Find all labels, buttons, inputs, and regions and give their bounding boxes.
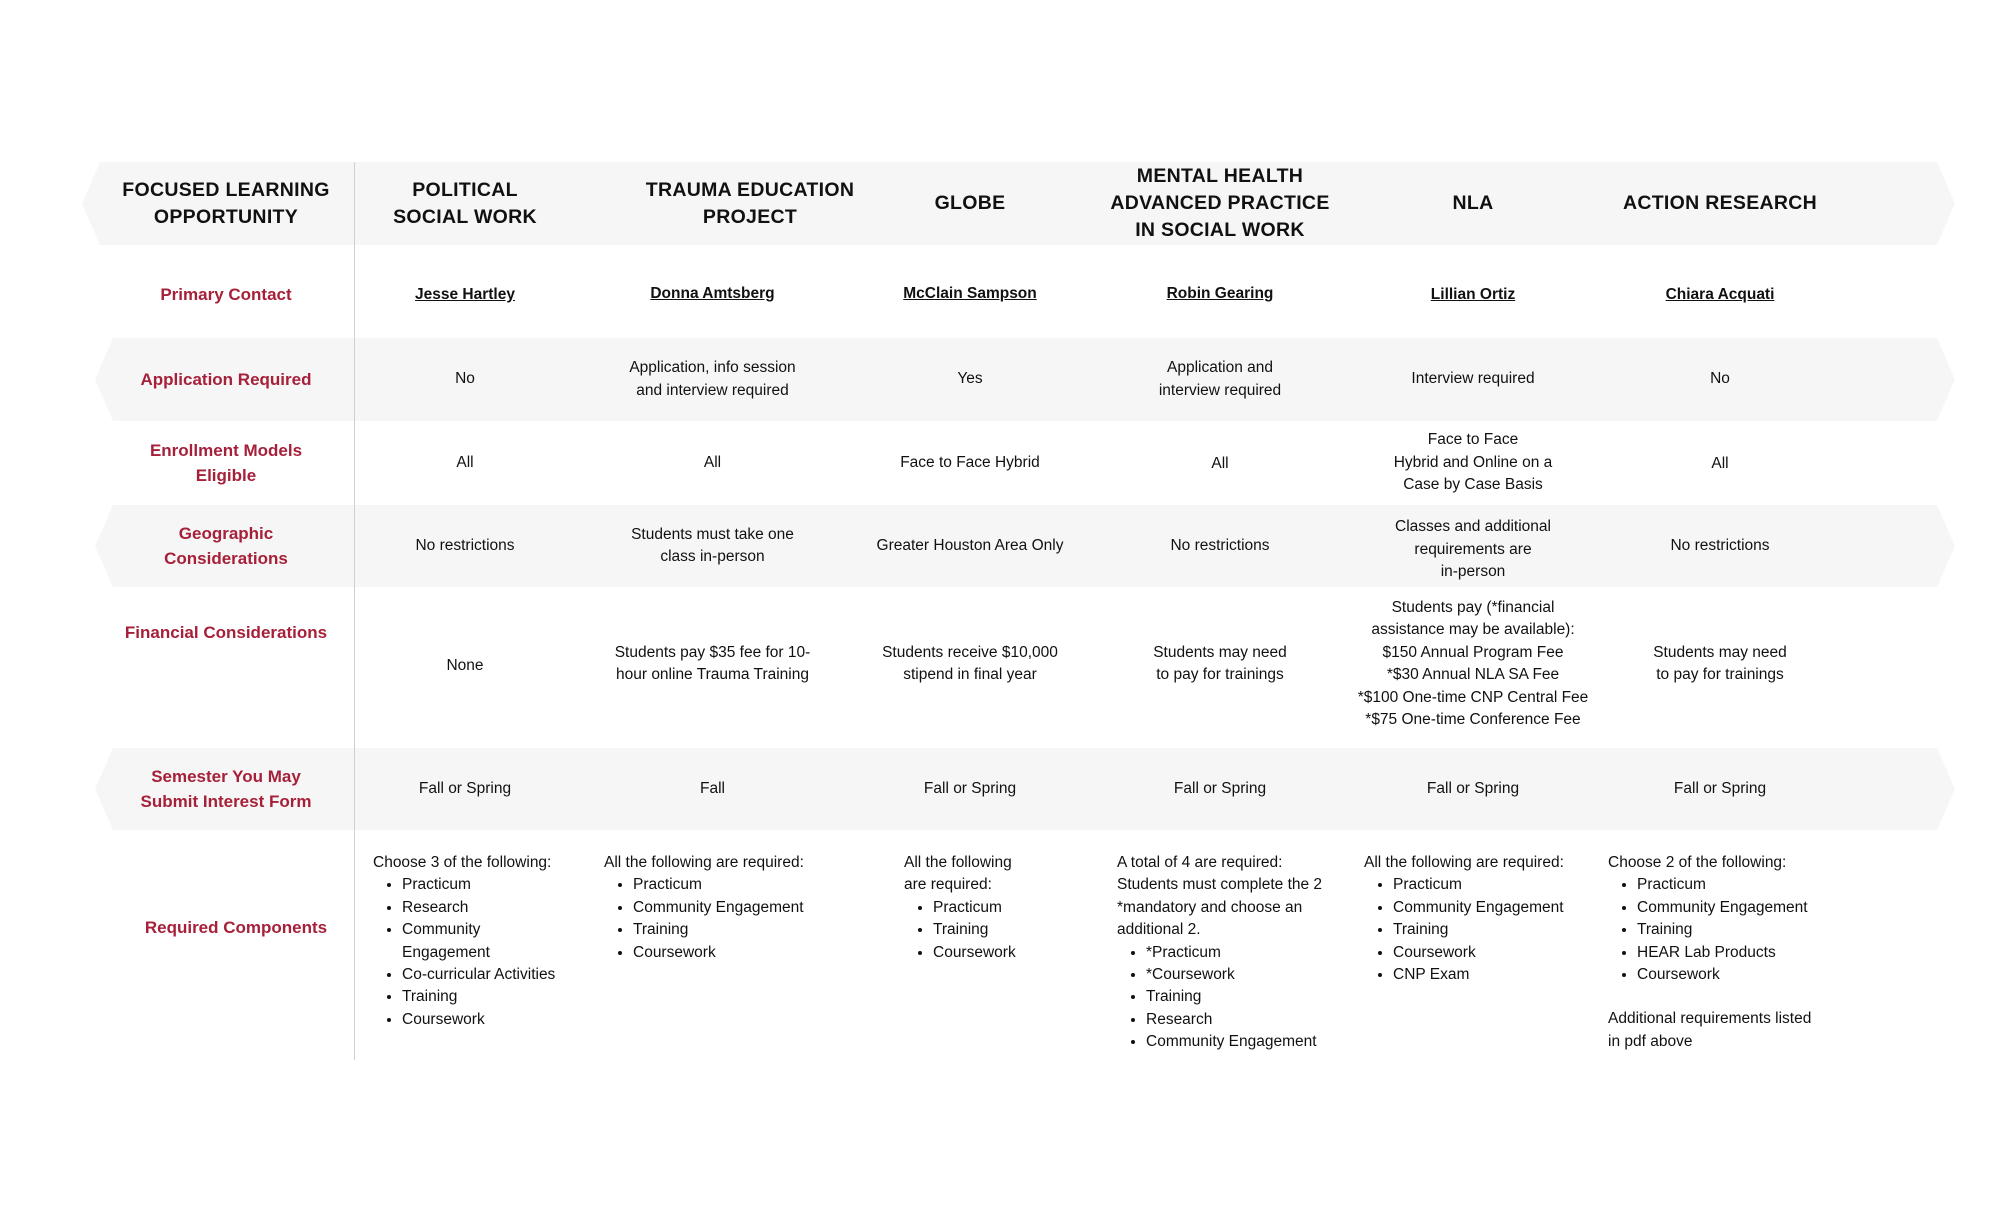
required-list (1117, 942, 1352, 1054)
row-label-required-components: Required Components (144, 917, 328, 937)
cell-application-action-research: No (1710, 370, 1730, 388)
required-components-mental-health (1117, 852, 1352, 1054)
list-item: • Community Engagement (1393, 897, 1594, 919)
contact-link-action-research[interactable]: Chiara Acquati (1665, 285, 1775, 303)
cell-enrollment-globe: Face to Face Hybrid (900, 453, 1040, 471)
list-item: • Coursework (1637, 964, 1848, 986)
column-header-globe: GLOBE (934, 192, 1006, 214)
row-label-primary-contact: Primary Contact (160, 284, 292, 304)
required-list (904, 897, 1074, 964)
cell-semester-action-research: Fall or Spring (1673, 779, 1767, 797)
list-item: • Training (933, 919, 1074, 941)
contact-link-nla[interactable]: Lillian Ortiz (1430, 285, 1516, 303)
contact-link-mental-health[interactable]: Robin Gearing (1166, 284, 1274, 302)
cell-geographic-action-research: No restrictions (1670, 536, 1770, 554)
row-label-geographic-considerations: Geographic Considerations (164, 524, 288, 568)
required-components-nla (1364, 852, 1594, 986)
list-item: • Practicum (1393, 874, 1594, 896)
required-components-trauma (604, 852, 844, 964)
cell-enrollment-nla: Face to Face Hybrid and Online on a Case by Case Basis (1393, 431, 1553, 494)
required-intro: Choose 3 of the following: (373, 854, 552, 871)
row-label-financial-considerations: Financial Considerations (124, 622, 328, 642)
cell-application-globe: Yes (957, 370, 983, 388)
cell-geographic-political: No restrictions (415, 536, 515, 554)
cell-semester-nla: Fall or Spring (1426, 779, 1520, 797)
required-list (604, 874, 844, 964)
cell-geographic-mental-health: No restrictions (1170, 536, 1270, 554)
column-header-mental-health: MENTAL HEALTH ADVANCED PRACTICE IN SOCIAL WORK (1110, 165, 1330, 241)
row-label-application-required: Application Required (140, 370, 312, 389)
cell-enrollment-mental-health: All (1211, 455, 1229, 473)
list-item: • Community Engagement (1637, 897, 1848, 919)
required-components-globe (904, 852, 1074, 964)
row-label-enrollment-models: Enrollment Models Eligible (149, 441, 303, 485)
cell-financial-action-research: Students may need to pay for trainings (1653, 643, 1787, 683)
cell-semester-globe: Fall or Spring (923, 779, 1017, 797)
required-list (1364, 874, 1594, 986)
required-intro: A total of 4 are required: Students must complete the 2 *mandatory and choose an additional 2. (1117, 854, 1323, 939)
cell-geographic-trauma: Students must take one class in-person (631, 525, 794, 565)
list-item: • Practicum (633, 874, 844, 896)
cell-semester-mental-health: Fall or Spring (1173, 779, 1267, 797)
contact-link-political-social-work[interactable]: Jesse Hartley (415, 285, 515, 303)
cell-enrollment-trauma: All (703, 453, 722, 471)
cell-geographic-nla: Classes and additional requirements are in-person (1395, 518, 1551, 581)
list-item: • Training (1393, 919, 1594, 941)
list-item: • Practicum (1637, 874, 1848, 896)
list-item: • Coursework (402, 1009, 573, 1031)
cell-financial-political: None (446, 656, 484, 674)
cell-enrollment-action-research: All (1711, 455, 1729, 473)
list-item: • Practicum (402, 874, 573, 896)
required-intro: All the following are required: (904, 854, 1012, 894)
additional-requirements-note: Additional requirements listed in pdf above (1608, 1010, 1812, 1050)
header-label: FOCUSED LEARNING OPPORTUNITY (122, 178, 330, 228)
cell-financial-mental-health: Students may need to pay for trainings (1153, 643, 1287, 683)
list-item: • Training (1637, 919, 1848, 941)
cell-financial-globe: Students receive $10,000 stipend in final year (882, 643, 1058, 683)
required-intro: All the following are required: (604, 854, 804, 871)
list-item: • Training (633, 919, 844, 941)
required-list (373, 874, 573, 1031)
list-item: • *Coursework (1146, 964, 1352, 986)
list-item: • Community Engagement (1146, 1031, 1352, 1053)
cell-application-mental-health: Application and interview required (1158, 359, 1282, 399)
list-item: • Research (402, 897, 573, 919)
cell-enrollment-political: All (456, 453, 474, 471)
list-item: • *Practicum (1146, 942, 1352, 964)
list-item: • Research (1146, 1009, 1352, 1031)
contact-link-globe[interactable]: McClain Sampson (903, 284, 1037, 302)
required-components-political (373, 852, 573, 1031)
required-intro: All the following are required: (1364, 854, 1564, 871)
cell-application-trauma: Application, info session and interview required (629, 359, 796, 399)
required-list (1608, 874, 1848, 986)
list-item: • Community Engagement (633, 897, 844, 919)
contact-link-trauma-education[interactable]: Donna Amtsberg (650, 284, 775, 302)
list-item: • Co-curricular Activities (402, 964, 573, 986)
list-item: • Training (1146, 986, 1352, 1008)
column-header-nla: NLA (1452, 192, 1494, 214)
list-item: • CNP Exam (1393, 964, 1594, 986)
list-item: • Practicum (933, 897, 1074, 919)
required-intro: Choose 2 of the following: (1608, 854, 1787, 871)
cell-geographic-globe: Greater Houston Area Only (876, 536, 1064, 554)
cell-application-nla: Interview required (1411, 370, 1535, 388)
list-item: • Coursework (1393, 942, 1594, 964)
cell-semester-political: Fall or Spring (418, 779, 512, 797)
list-item: • Training (402, 986, 573, 1008)
column-header-political-social-work: POLITICAL SOCIAL WORK (393, 178, 537, 228)
column-header-trauma-education-project: TRAUMA EDUCATION PROJECT (645, 178, 855, 228)
cell-financial-trauma: Students pay $35 fee for 10- hour online Trauma Training (614, 643, 811, 683)
list-item: • Coursework (633, 942, 844, 964)
row-label-semester: Semester You May Submit Interest Form (140, 767, 312, 811)
cell-financial-nla: Students pay (*financial assistance may be available): $150 Annual Program Fee *$30 Annual NLA SA Fee *$100 One-time CNP Central Fee *$75 One-time Conference Fee (1357, 598, 1589, 728)
list-item: • HEAR Lab Products (1637, 942, 1848, 964)
cell-application-political: No (455, 370, 475, 388)
required-components-action-research (1608, 852, 1848, 1053)
column-header-action-research: ACTION RESEARCH (1622, 192, 1818, 214)
list-item: • Community Engagement (402, 919, 573, 964)
list-item: • Coursework (933, 942, 1074, 964)
cell-semester-trauma: Fall (700, 779, 725, 797)
